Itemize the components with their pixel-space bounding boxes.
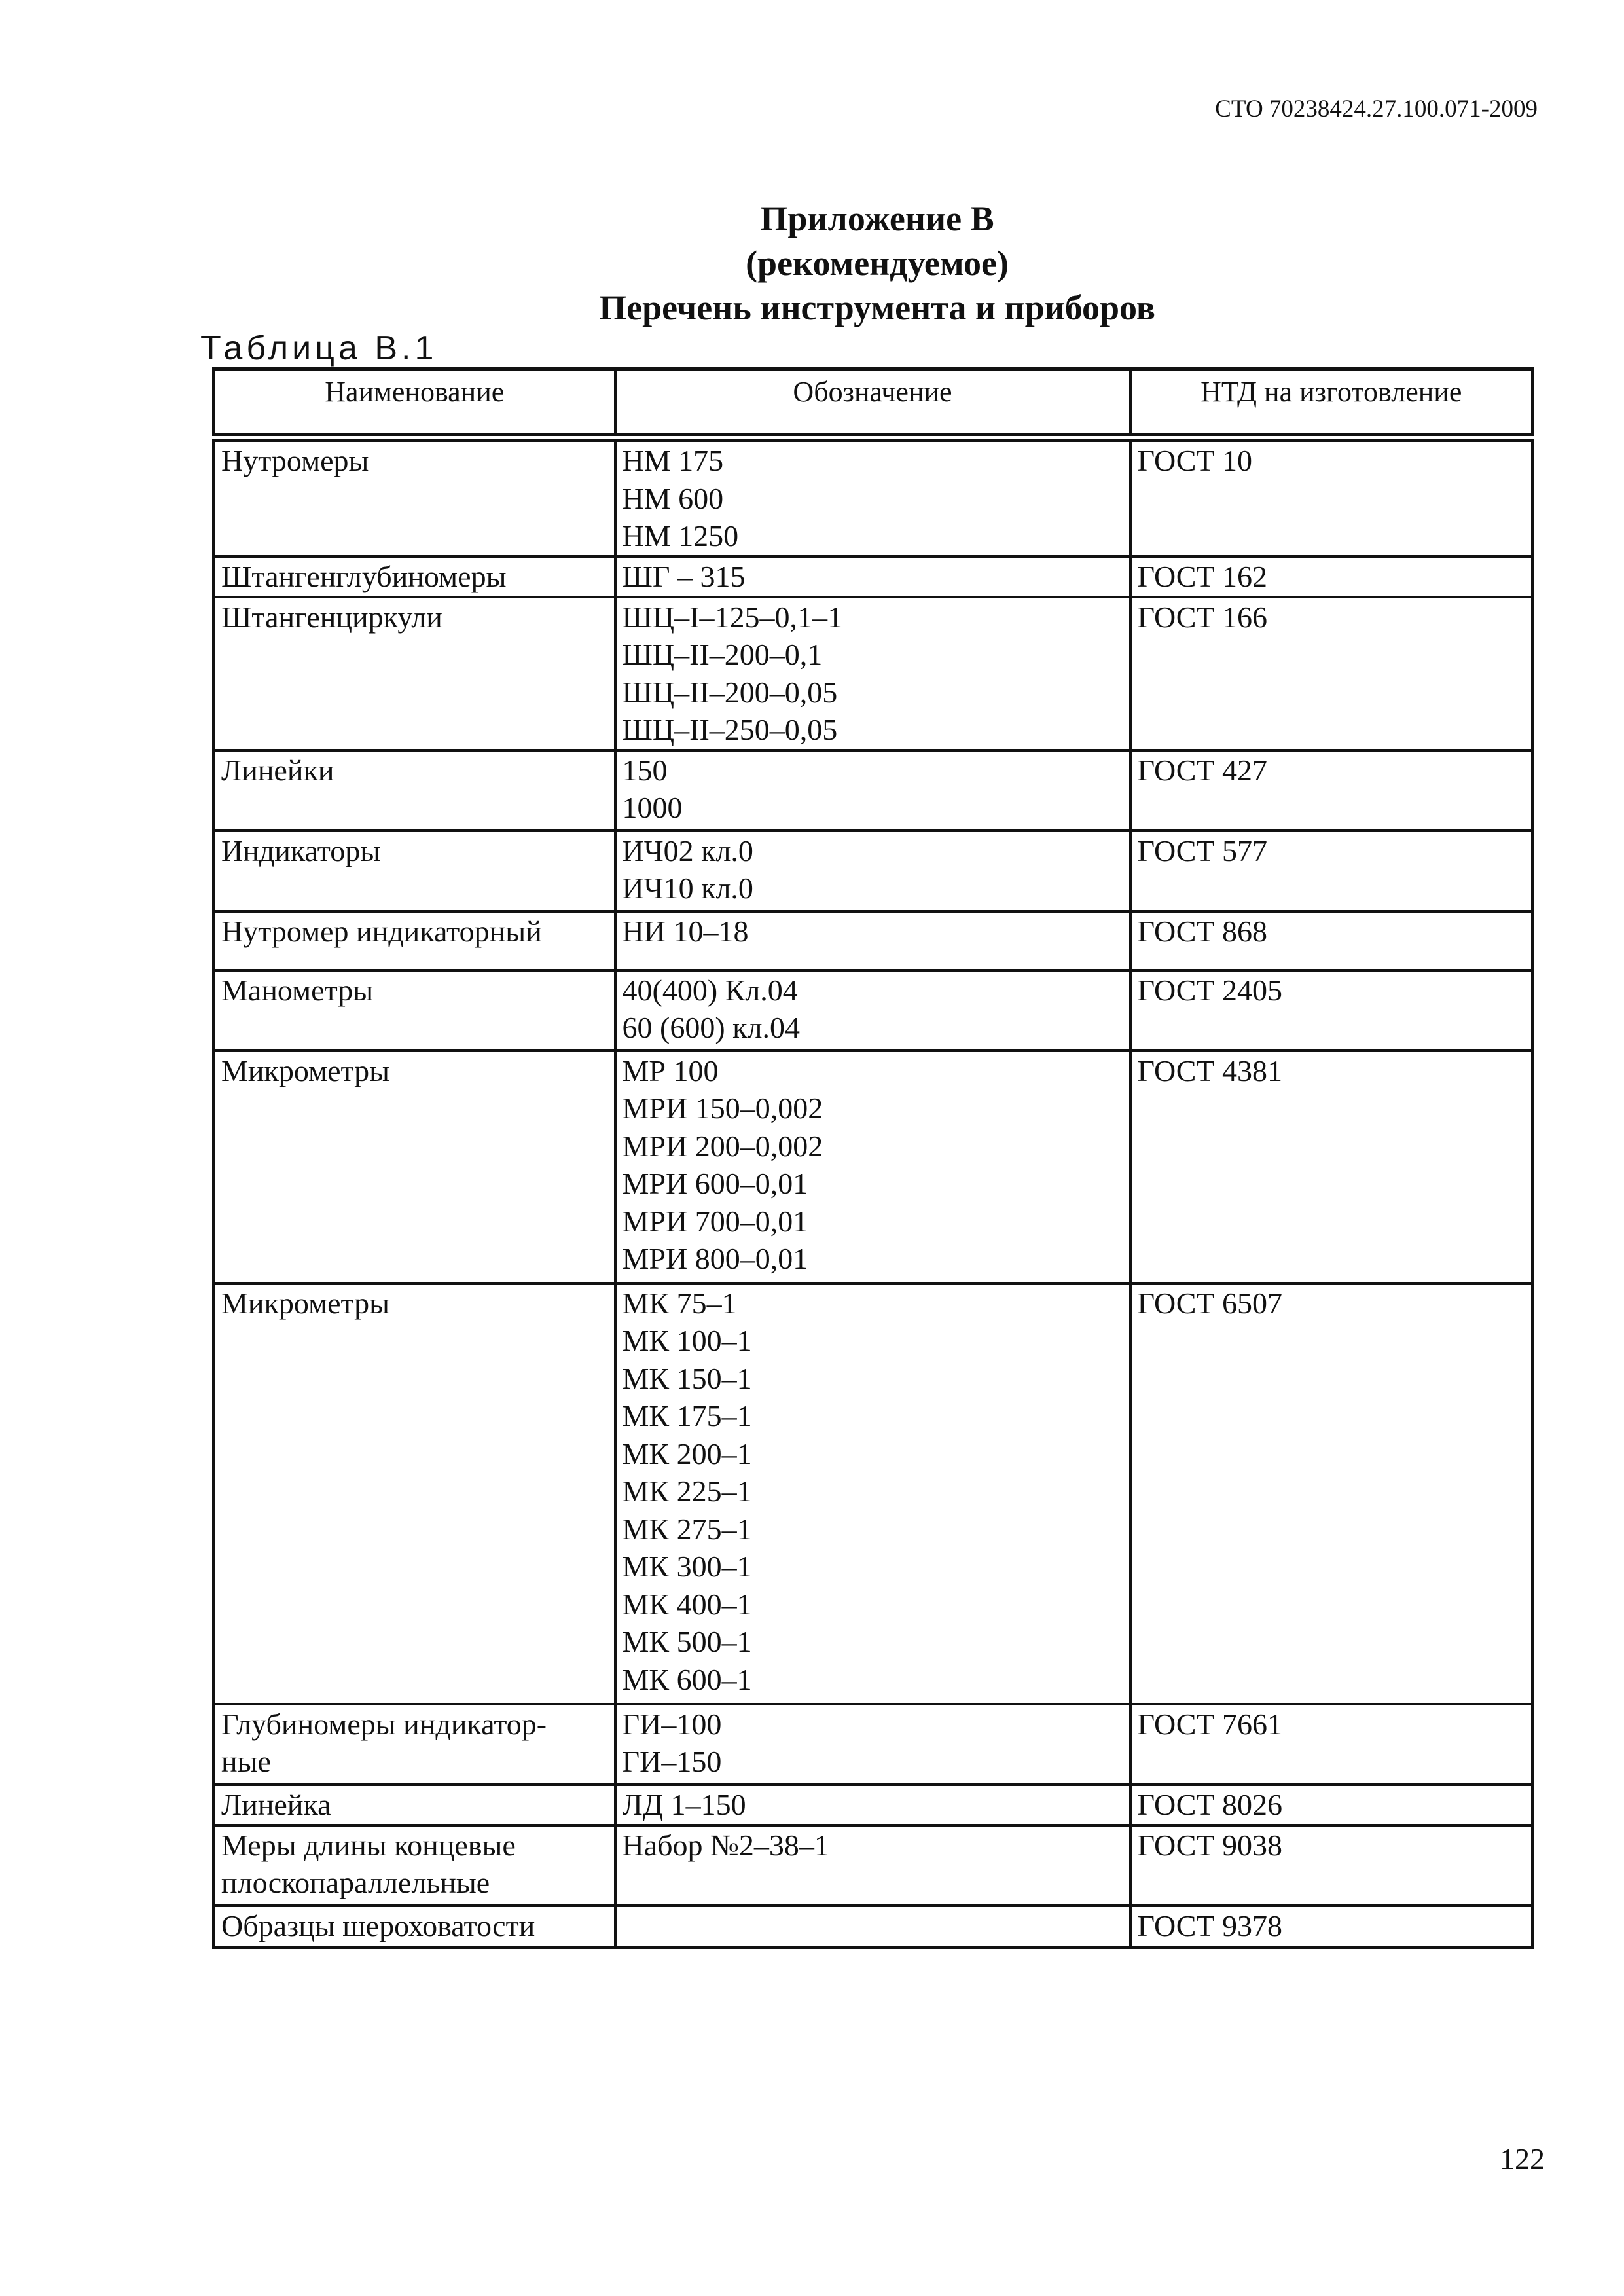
cell-designation-line: МК 75–1 [622,1286,737,1320]
table-row [214,1825,1533,1906]
cell-designation [615,911,1130,970]
cell-designation [615,1283,1130,1704]
cell-designation [615,438,1130,556]
table-row [214,556,1533,597]
cell-designation [615,1825,1130,1906]
cell-standard [1130,1051,1533,1283]
cell-standard-text: ГОСТ 2405 [1137,973,1283,1007]
cell-designation-line: ИЧ02 кл.0 [622,833,753,867]
cell-designation-line: 150 [622,753,668,787]
cell-designation-line: МРИ 200–0,002 [622,1129,823,1163]
column-header-designation: Обозначение [615,369,1130,438]
cell-designation-line: МК 225–1 [622,1474,752,1508]
table-row [214,831,1533,911]
cell-designation-line: МК 275–1 [622,1512,752,1546]
cell-designation [615,1785,1130,1825]
cell-designation-line: МК 200–1 [622,1436,752,1470]
cell-designation-line: МР 100 [622,1053,719,1087]
cell-standard-text: ГОСТ 162 [1137,559,1268,593]
cell-standard [1130,1785,1533,1825]
cell-designation-line: ЛД 1–150 [622,1787,746,1821]
cell-name [214,1051,615,1283]
cell-designation-line: ГИ–150 [622,1745,722,1778]
table-body [214,438,1533,1948]
cell-name-line: Манометры [221,973,374,1007]
cell-name-line: Индикаторы [221,833,381,867]
table-row [214,1785,1533,1825]
table-row [214,438,1533,556]
cell-name [214,1704,615,1785]
cell-designation-line: МК 600–1 [622,1662,752,1696]
cell-name-line: Линейка [221,1787,331,1821]
cell-designation-line: 1000 [622,791,683,824]
cell-designation-line: МК 500–1 [622,1625,752,1658]
cell-name [214,1906,615,1948]
appendix-subject: Перечень инструмента и приборов [599,288,1155,327]
cell-designation [615,1704,1130,1785]
cell-designation-line: ШЦ–II–250–0,05 [622,713,838,746]
cell-name [214,1283,615,1704]
cell-designation [615,556,1130,597]
cell-standard [1130,597,1533,750]
cell-name-line: Линейки [221,753,334,787]
cell-designation-line: НМ 175 [622,444,724,477]
table-header [214,369,1533,438]
cell-designation-line: 60 (600) кл.04 [622,1011,800,1044]
cell-designation-line: ШЦ–II–200–0,1 [622,638,823,671]
cell-designation-line: НИ 10–18 [622,914,749,948]
cell-designation [615,750,1130,831]
cell-designation-line: НМ 600 [622,481,724,515]
appendix-status: (рекомендуемое) [746,244,1009,283]
table-row [214,970,1533,1051]
document-code: СТО 70238424.27.100.071-2009 [1215,96,1538,122]
cell-designation-line: ШЦ–II–200–0,05 [622,675,838,709]
header-row [214,369,1533,438]
column-header-name: Наименование [214,369,615,438]
cell-designation-line: ШЦ–I–125–0,1–1 [622,600,842,634]
cell-standard [1130,1825,1533,1906]
cell-name-line: Микрометры [221,1053,390,1087]
cell-designation [615,1906,1130,1948]
cell-designation-line: МК 100–1 [622,1324,752,1357]
cell-designation-line: ГИ–100 [622,1707,722,1741]
table-caption: Таблица В.1 [200,329,438,367]
cell-standard-text: ГОСТ 8026 [1137,1787,1283,1821]
cell-standard-text: ГОСТ 577 [1137,833,1268,867]
cell-name-line: Штангенциркули [221,600,442,634]
cell-name-line: плоскопараллельные [221,1866,490,1899]
cell-designation-line: 40(400) Кл.04 [622,973,798,1007]
cell-name [214,1785,615,1825]
cell-standard-text: ГОСТ 166 [1137,600,1268,634]
table-row [214,1283,1533,1704]
cell-name-line: Штангенглубиномеры [221,559,507,593]
cell-name-line: Глубиномеры индикатор- [221,1707,547,1741]
cell-name [214,750,615,831]
cell-name-line: ные [221,1745,271,1778]
cell-designation-line: МРИ 150–0,002 [622,1091,823,1125]
page-number: 122 [1500,2142,1545,2176]
cell-designation-line: Набор №2–38–1 [622,1828,829,1862]
cell-standard-text: ГОСТ 4381 [1137,1053,1283,1087]
instruments-table [212,367,1534,1949]
table-row [214,1051,1533,1283]
cell-standard-text: ГОСТ 6507 [1137,1286,1283,1320]
cell-designation-line: НМ 1250 [622,519,739,553]
cell-name-line: Микрометры [221,1286,390,1320]
table-row [214,597,1533,750]
cell-standard [1130,911,1533,970]
cell-name [214,556,615,597]
cell-standard [1130,1704,1533,1785]
cell-designation-line: МК 175–1 [622,1399,752,1432]
cell-designation-line: МК 300–1 [622,1550,752,1583]
cell-designation [615,831,1130,911]
cell-name-line: Меры длины концевые [221,1828,516,1862]
table-row [214,911,1533,970]
cell-standard-text: ГОСТ 10 [1137,444,1253,477]
cell-designation [615,1051,1130,1283]
cell-name [214,911,615,970]
cell-standard-text: ГОСТ 9378 [1137,1908,1283,1942]
table-row [214,1704,1533,1785]
column-header-standard: НТД на изготовление [1130,369,1533,438]
cell-designation-line: МРИ 700–0,01 [622,1204,808,1238]
cell-name [214,831,615,911]
cell-name [214,438,615,556]
cell-standard [1130,556,1533,597]
appendix-title: Приложение В [760,199,994,238]
table-row [214,1906,1533,1948]
cell-designation-line: ИЧ10 кл.0 [622,871,753,905]
cell-standard [1130,1906,1533,1948]
cell-standard [1130,970,1533,1051]
table-row [214,750,1533,831]
cell-standard [1130,831,1533,911]
cell-designation-line: МРИ 800–0,01 [622,1242,808,1275]
cell-standard-text: ГОСТ 7661 [1137,1707,1283,1741]
cell-name-line: Образцы шероховатости [221,1908,535,1942]
cell-name-line: Нутромер индикаторный [221,914,542,948]
cell-designation-line: МРИ 600–0,01 [622,1167,808,1200]
cell-name-line: Нутромеры [221,444,369,477]
cell-standard-text: ГОСТ 868 [1137,914,1268,948]
cell-standard-text: ГОСТ 9038 [1137,1828,1283,1862]
cell-name [214,1825,615,1906]
cell-standard [1130,750,1533,831]
cell-name [214,970,615,1051]
cell-designation [615,597,1130,750]
cell-designation-line: МК 400–1 [622,1587,752,1621]
cell-standard [1130,438,1533,556]
cell-standard [1130,1283,1533,1704]
cell-standard-text: ГОСТ 427 [1137,753,1268,787]
cell-name [214,597,615,750]
cell-designation [615,970,1130,1051]
cell-designation-line: ШГ – 315 [622,559,746,593]
cell-designation-line: МК 150–1 [622,1361,752,1395]
